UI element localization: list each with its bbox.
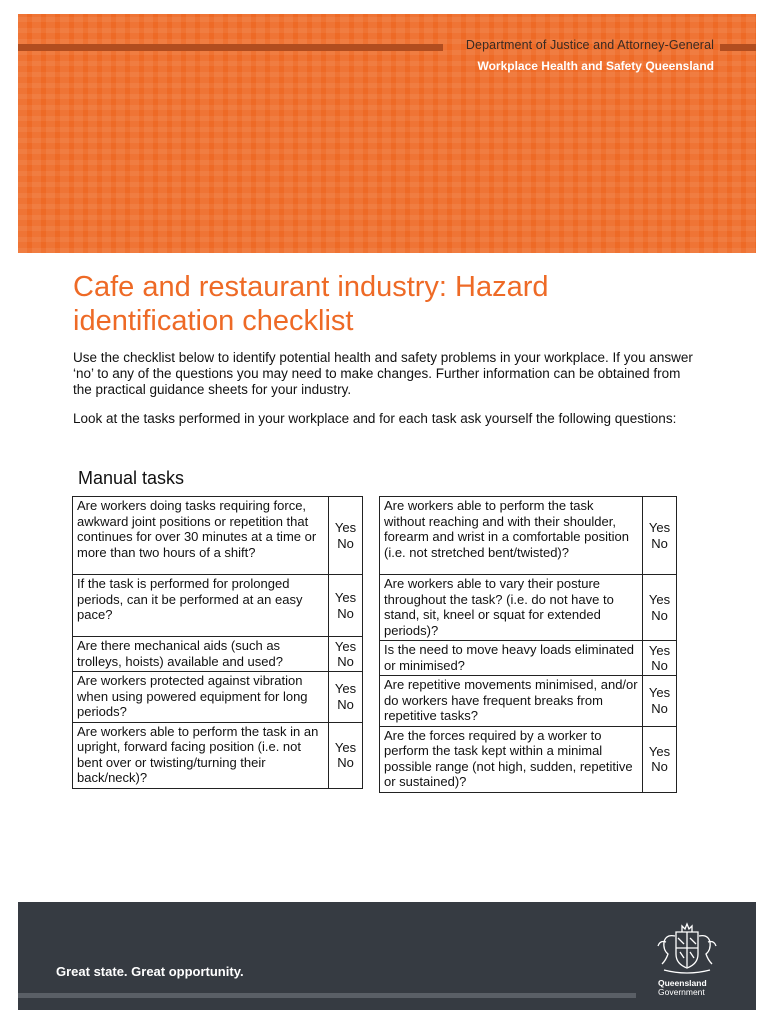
instructions-paragraph: Look at the tasks performed in your workplace and for each task ask yourself the following questions: [73,411,677,426]
yes-option[interactable]: Yes [648,592,671,607]
no-option[interactable]: No [651,535,668,551]
question-cell: If the task is performed for prolonged periods, can it be performed at an easy pace? [73,575,329,637]
table-row [380,497,677,575]
document-title: Cafe and restaurant industry: Hazard identification checklist [73,271,549,337]
answer-cell [643,497,677,575]
yes-option[interactable]: Yes [334,590,357,605]
no-option[interactable]: No [337,654,354,669]
question-cell: Are workers able to perform the task without reaching and with their shoulder, forearm and wrist in a comfortable position (i.e. not stretched bent/twisted)? [380,497,643,575]
question-cell: Are repetitive movements minimised, and/or do workers have frequent breaks from repetitive tasks? [380,676,643,727]
answer-cell [329,575,363,637]
answer-cell [643,726,677,792]
checklist-table-left [72,496,363,789]
answer-cell [643,676,677,727]
answer-cell [329,722,363,788]
checklist-table-right [379,496,677,793]
no-option[interactable]: No [651,607,668,623]
yes-option[interactable]: Yes [648,685,671,701]
question-cell: Are workers able to vary their posture throughout the task? (i.e. do not have to stand, sit, kneel or squat for extended periods)? [380,575,643,641]
footer-rule [18,993,636,998]
logo-sub: Government [658,987,705,997]
answer-cell [329,672,363,723]
unit-name: Workplace Health and Safety Queensland [477,59,714,73]
table-row [380,641,677,676]
department-name: Department of Justice and Attorney-General [465,38,714,52]
footer-tagline: Great state. Great opportunity. [56,964,244,979]
table-row [73,722,363,788]
yes-option[interactable]: Yes [334,520,357,535]
question-cell: Are the forces required by a worker to perform the task kept within a minimal possible range (not high, sudden, repetitive or sustained)? [380,726,643,792]
question-cell: Are workers able to perform the task in an upright, forward facing position (i.e. not bent over or twisting/turning their back/neck)? [73,722,329,788]
answer-cell [329,637,363,672]
question-cell: Are workers doing tasks requiring force, awkward joint positions or repetition that continues for over 30 minutes at a time or more than two hours of a shift? [73,497,329,575]
question-cell: Are workers protected against vibration when using powered equipment for long periods? [73,672,329,723]
yes-option[interactable]: Yes [648,520,671,535]
table-row [380,575,677,641]
header-rule [18,44,443,51]
yes-option[interactable]: Yes [648,743,671,759]
intro-paragraph: Use the checklist below to identify potential health and safety problems in your workplace. If you answer ‘no’ to any of the questions you may need to make changes. Further information can be obtained from the practical guidance sheets for your industry. [73,350,693,397]
table-row [73,575,363,637]
no-option[interactable]: No [651,658,668,673]
no-option[interactable]: No [651,700,668,716]
header-rule-end [720,44,756,51]
footer-band [18,902,756,1010]
table-row [73,637,363,672]
header-banner [18,14,756,253]
no-option[interactable]: No [337,755,354,770]
yes-option[interactable]: Yes [648,642,671,658]
question-cell: Is the need to move heavy loads eliminated or minimised? [380,641,643,676]
table-row [380,676,677,727]
answer-cell [643,575,677,641]
logo-name: Queensland [658,978,707,988]
section-title: Manual tasks [78,468,185,488]
answer-cell [643,641,677,676]
yes-option[interactable]: Yes [334,739,357,755]
no-option[interactable]: No [337,696,354,712]
answer-cell [329,497,363,575]
no-option[interactable]: No [651,759,668,774]
table-row [73,672,363,723]
no-option[interactable]: No [337,605,354,621]
queensland-coat-of-arms-icon [654,920,720,976]
table-row [73,497,363,575]
yes-option[interactable]: Yes [334,681,357,697]
yes-option[interactable]: Yes [334,638,357,654]
no-option[interactable]: No [337,535,354,551]
question-cell: Are there mechanical aids (such as trolleys, hoists) available and used? [73,637,329,672]
table-row [380,726,677,792]
